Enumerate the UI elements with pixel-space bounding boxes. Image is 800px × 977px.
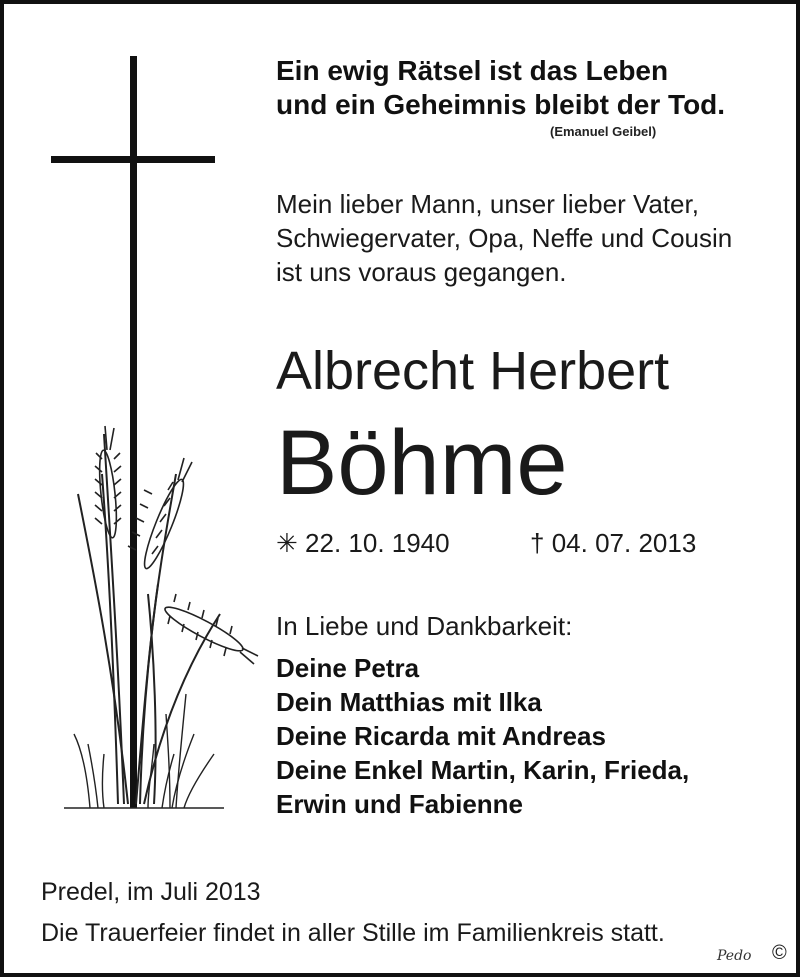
- asterisk-icon: ✳: [276, 528, 298, 558]
- designer-signature: Pedo: [717, 948, 752, 964]
- ceremony-note: Die Trauerfeier findet in aller Stille im Familienkreis statt.: [41, 919, 665, 947]
- mourner-item: Deine Ricarda mit Andreas: [276, 721, 606, 751]
- quote-line: und ein Geheimnis bleibt der Tod.: [276, 89, 726, 120]
- intro-line: ist uns voraus gegangen.: [276, 257, 567, 287]
- thanks-line: In Liebe und Dankbarkeit:: [276, 611, 573, 641]
- place-date: Predel, im Juli 2013: [41, 878, 261, 906]
- mourner-item: Deine Enkel Martin, Karin, Frieda,: [276, 755, 690, 785]
- death-date: [530, 526, 696, 560]
- intro-line: Schwiegervater, Opa, Neffe und Cousin: [276, 223, 733, 253]
- cross-and-wheat-illustration: [44, 54, 264, 824]
- mourner-item: Deine Petra: [276, 653, 420, 683]
- deceased-first-names: Albrecht Herbert: [276, 341, 670, 401]
- death-date-value: 04. 07. 2013: [551, 528, 697, 558]
- deceased-surname: Böhme: [276, 412, 568, 514]
- epigraph-quote: [276, 54, 725, 122]
- intro-text: [276, 187, 776, 289]
- mourners-list: [276, 651, 689, 821]
- copyright-icon: ©: [772, 942, 787, 964]
- birth-date: [276, 528, 450, 558]
- quote-author: (Emanuel Geibel): [550, 124, 657, 139]
- quote-line: Ein ewig Rätsel ist das Leben: [276, 55, 669, 86]
- life-dates: [276, 526, 697, 560]
- birth-date-value: 22. 10. 1940: [305, 528, 450, 558]
- mourner-item: Dein Matthias mit Ilka: [276, 687, 542, 717]
- cross-icon: [51, 56, 215, 808]
- dagger-icon: †: [530, 528, 545, 558]
- intro-line: Mein lieber Mann, unser lieber Vater,: [276, 189, 699, 219]
- mourner-item: Erwin und Fabienne: [276, 789, 524, 819]
